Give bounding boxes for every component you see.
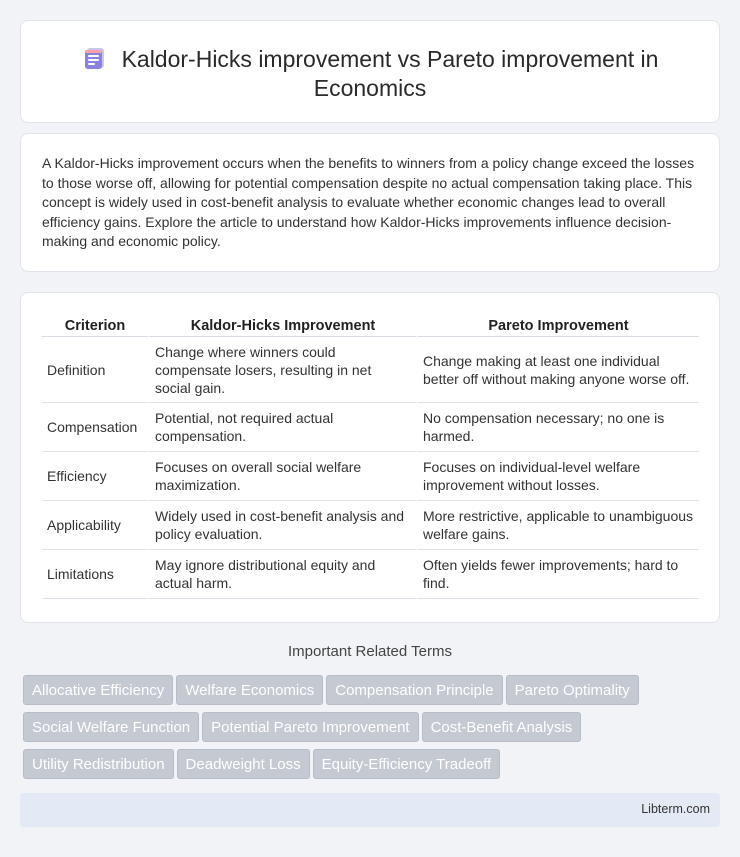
related-terms-list <box>23 675 723 786</box>
row-criterion: Applicability <box>42 501 148 550</box>
table-row <box>42 550 699 599</box>
table-row <box>42 452 699 501</box>
table-row <box>42 501 699 550</box>
column-header-criterion: Criterion <box>42 315 148 337</box>
row-kaldor-hicks: Focuses on overall social welfare maximization. <box>148 452 416 501</box>
row-pareto: Focuses on individual-level welfare improvement without losses. <box>416 452 699 501</box>
row-kaldor-hicks: Potential, not required actual compensation. <box>148 403 416 452</box>
column-header-pareto: Pareto Improvement <box>416 315 699 337</box>
related-term-tag[interactable]: Welfare Economics <box>176 675 323 705</box>
table-row <box>42 403 699 452</box>
related-term-tag[interactable]: Utility Redistribution <box>23 749 174 779</box>
intro-paragraph: A Kaldor-Hicks improvement occurs when the benefits to winners from a policy change exceed the losses to those worse off, allowing for potential compensation despite no actual compensation taking place. This concept is widely used in cost-benefit analysis to evaluate whether economic changes lead to overall efficiency gains. Explore the article to understand how Kaldor-Hicks improvements influence decision-making and economic policy. <box>42 155 695 250</box>
row-pareto: Often yields fewer improvements; hard to find. <box>416 550 699 599</box>
document-icon <box>82 45 108 71</box>
row-pareto: More restrictive, applicable to unambiguous welfare gains. <box>416 501 699 550</box>
related-term-tag[interactable]: Allocative Efficiency <box>23 675 173 705</box>
page-title <box>21 45 719 103</box>
related-term-tag[interactable]: Equity-Efficiency Tradeoff <box>313 749 501 779</box>
row-pareto: No compensation necessary; no one is harmed. <box>416 403 699 452</box>
row-kaldor-hicks: Change where winners could compensate losers, resulting in net social gain. <box>148 337 416 403</box>
row-criterion: Efficiency <box>42 452 148 501</box>
intro-card <box>20 133 720 272</box>
related-term-tag[interactable]: Social Welfare Function <box>23 712 199 742</box>
title-card <box>20 20 720 123</box>
related-term-tag[interactable]: Compensation Principle <box>326 675 502 705</box>
footer <box>20 793 720 827</box>
related-term-tag[interactable]: Cost-Benefit Analysis <box>422 712 582 742</box>
related-term-tag[interactable]: Deadweight Loss <box>177 749 310 779</box>
page-title-text: Kaldor-Hicks improvement vs Pareto improvement in Economics <box>121 46 659 101</box>
row-kaldor-hicks: Widely used in cost-benefit analysis and policy evaluation. <box>148 501 416 550</box>
related-terms-heading: Important Related Terms <box>288 643 452 660</box>
row-criterion: Limitations <box>42 550 148 599</box>
comparison-table <box>42 315 699 599</box>
comparison-card <box>20 292 720 623</box>
related-term-tag[interactable]: Potential Pareto Improvement <box>202 712 418 742</box>
row-kaldor-hicks: May ignore distributional equity and actual harm. <box>148 550 416 599</box>
footer-brand-link[interactable]: Libterm.com <box>641 802 710 816</box>
table-header-row <box>42 315 699 337</box>
row-pareto: Change making at least one individual better off without making anyone worse off. <box>416 337 699 403</box>
table-row <box>42 337 699 403</box>
row-criterion: Definition <box>42 337 148 403</box>
row-criterion: Compensation <box>42 403 148 452</box>
column-header-kaldor-hicks: Kaldor-Hicks Improvement <box>148 315 416 337</box>
related-term-tag[interactable]: Pareto Optimality <box>506 675 639 705</box>
